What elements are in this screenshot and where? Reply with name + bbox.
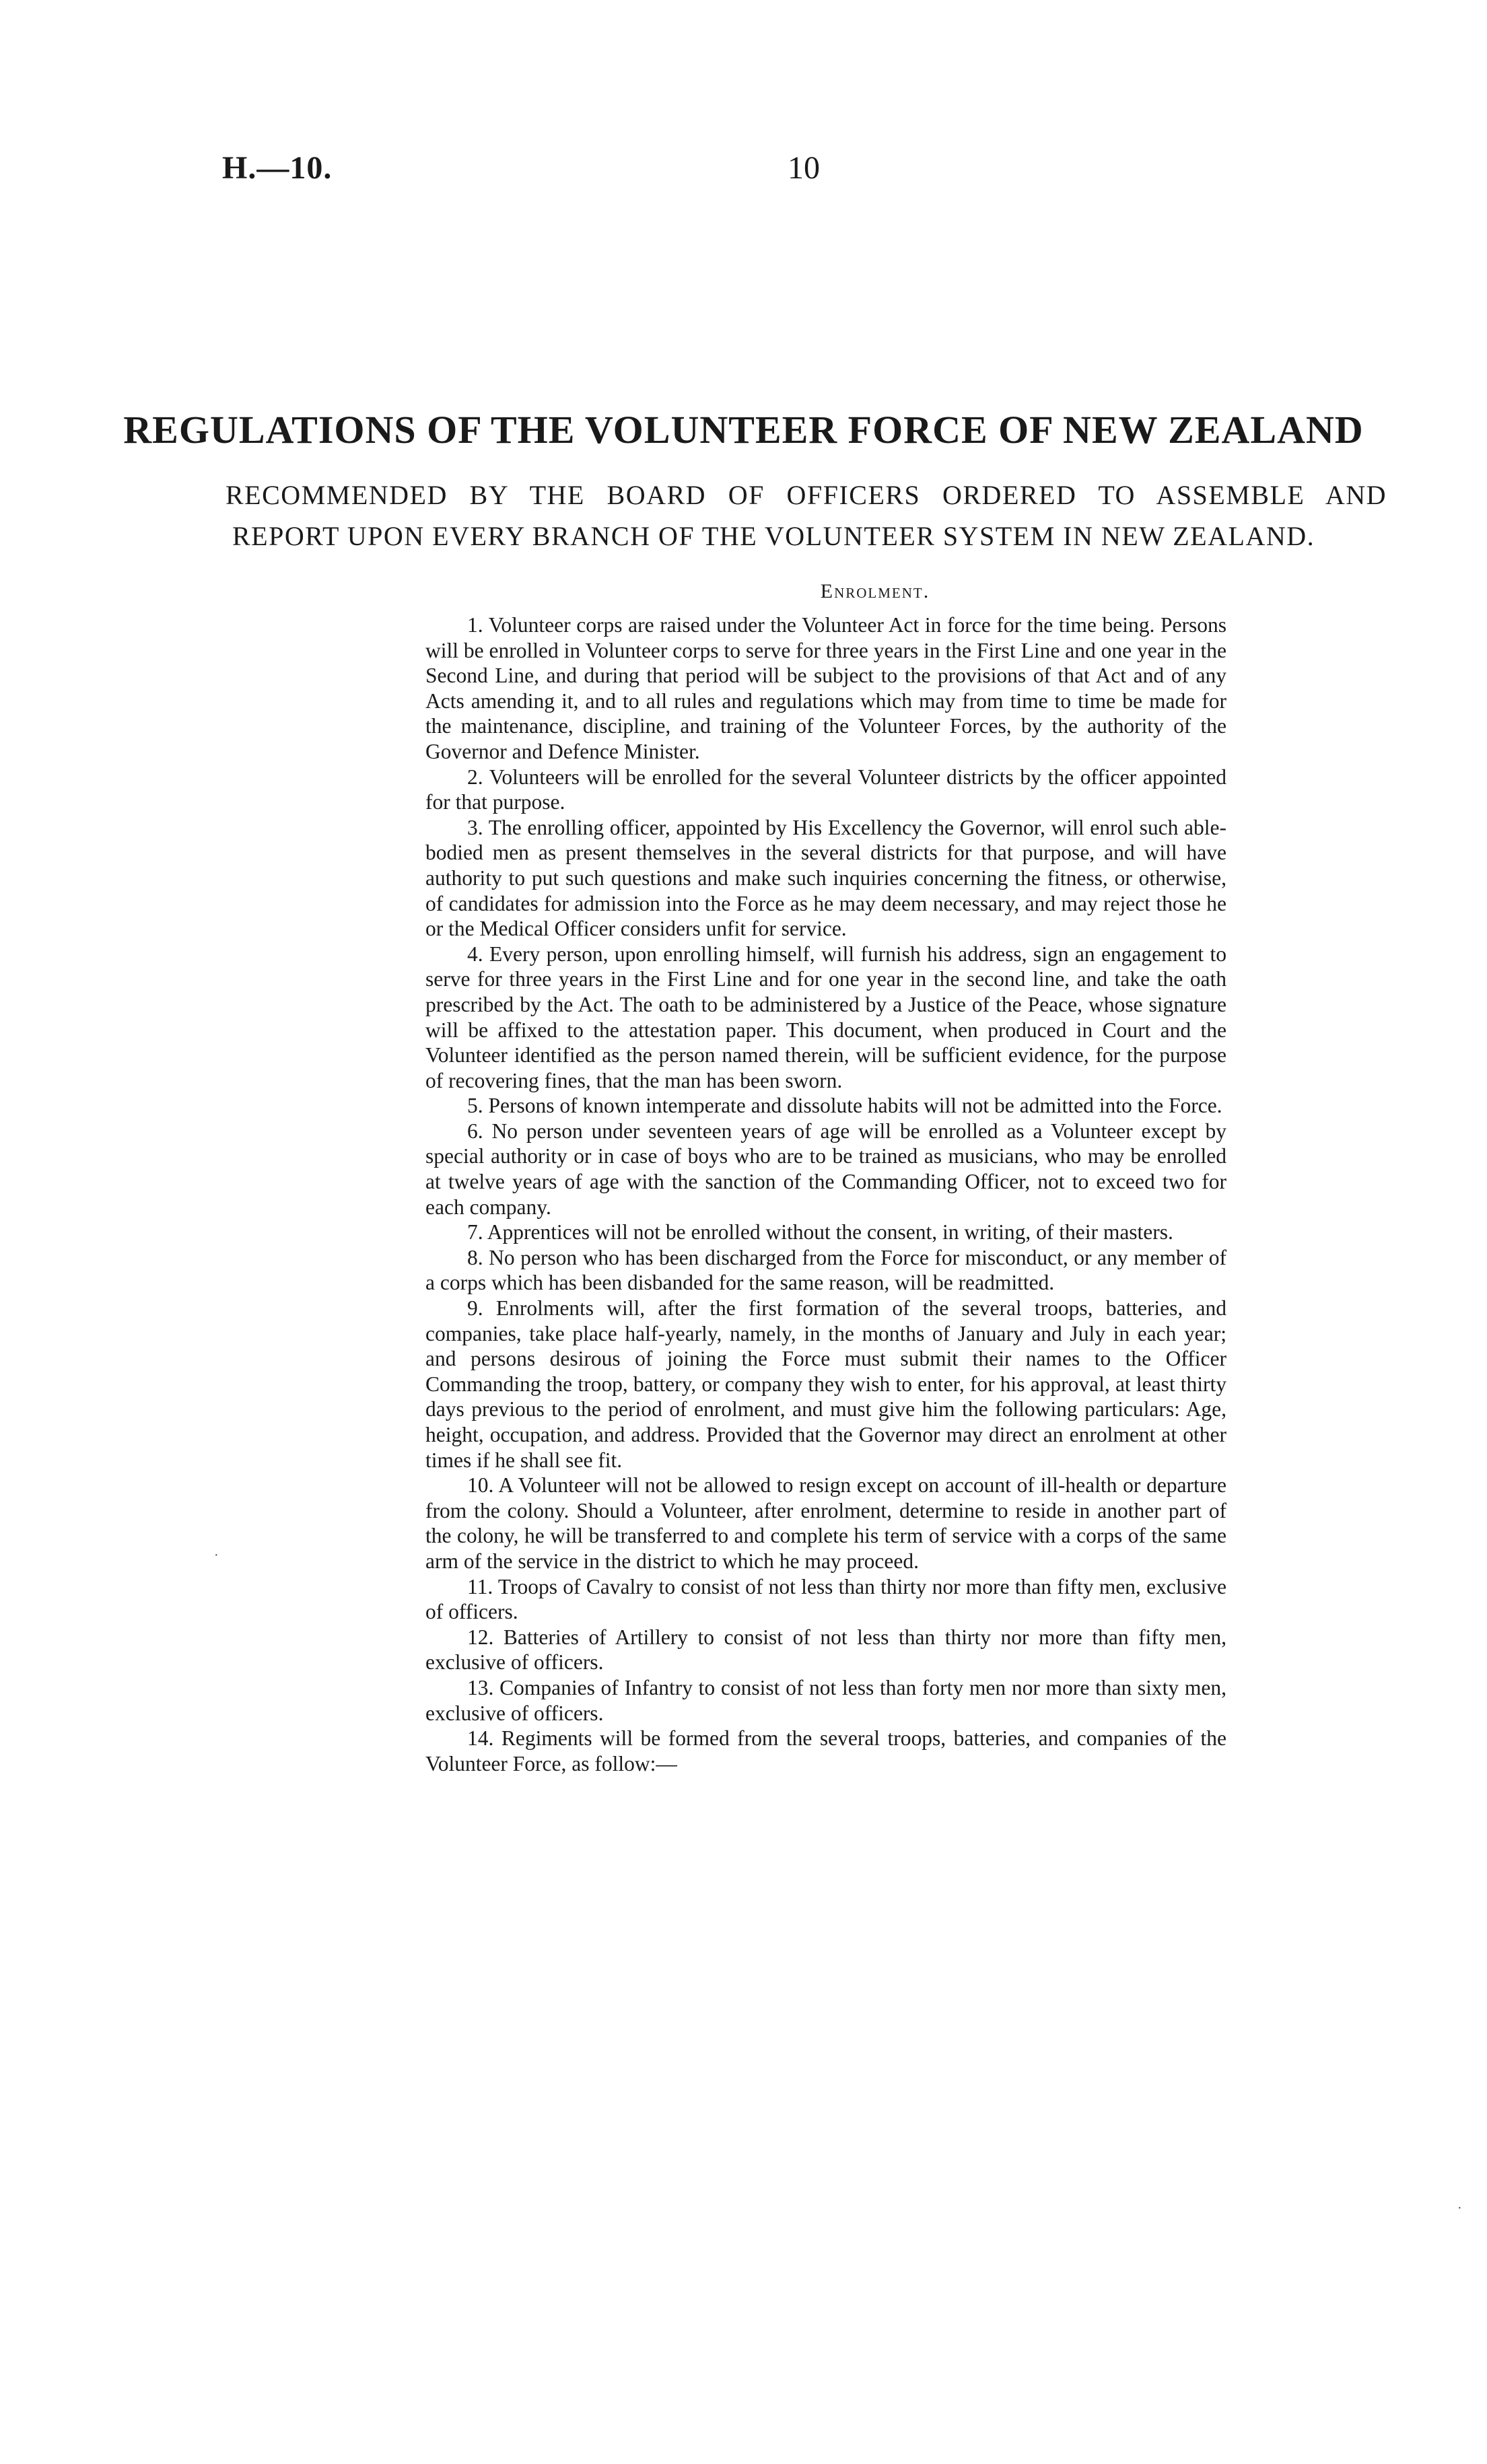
paragraph: 2. Volunteers will be enrolled for the several Volunteer districts by the officer appointed for that purpose. — [425, 765, 1226, 814]
paragraph: 6. No person under seventeen years of age will be enrolled as a Volunteer except by special authority or in case of boys who are to be trained as musicians, who may be enrolled at twelve years of age with the sanction of the Commanding Officer, not to exceed two for each company. — [425, 1119, 1226, 1219]
paragraph: 1. Volunteer corps are raised under the Volunteer Act in force for the time being. Persons will be enrolled in Volunteer corps to serve for three years in the First Line and one year in the Second Line, and during that period will be subject to the provisions of that Act and of any Acts amending it, and to all rules and regulations which may from time to time be made for the maintenance, discipline, and training of the Volunteer Forces, by the authority of the Governor and Defence Minister. — [425, 613, 1226, 763]
paragraph: 13. Companies of Infantry to consist of not less than forty men nor more than sixty men, exclusive of officers. — [425, 1675, 1226, 1725]
subtitle-line-1: RECOMMENDED BY THE BOARD OF OFFICERS ORDERED TO ASSEMBLE AND — [226, 480, 1387, 510]
margin-dot-mark: · — [214, 1548, 219, 1563]
paragraph: 3. The enrolling officer, appointed by His Excellency the Governor, will enrol such able-bodied men as present themselves in the several districts for that purpose, and will have authority to put such questions and make such inquiries concerning the fitness, or otherwise, of candidates for admission into the Force as he may deem necessary, and may reject those he or the Medical Officer considers unfit for service. — [425, 815, 1226, 941]
paragraph: 7. Apprentices will not be enrolled without the consent, in writing, of their masters. — [467, 1220, 1173, 1244]
paragraph: 5. Persons of known intemperate and dissolute habits will not be admitted into the Force. — [467, 1094, 1222, 1118]
margin-dot-mark: · — [1457, 2201, 1462, 2216]
regulations-body — [425, 612, 1226, 1776]
page-number: 10 — [788, 150, 820, 186]
paragraph: 4. Every person, upon enrolling himself, will furnish his address, sign an engagement to serve for three years in the First Line and for one year in the second line, and take the oath prescribed by the Act. The oath to be administered by a Justice of the Peace, whose signature will be affixed to the attestation paper. This document, when produced in Court and the Volunteer identified as the person named therein, will be sufficient evidence, for the purpose of recovering fines, that the man has been sworn. — [425, 942, 1226, 1092]
document-reference: H.—10. — [222, 150, 333, 186]
subtitle-line-2: REPORT UPON EVERY BRANCH OF THE VOLUNTEER SYSTEM IN NEW ZEALAND. — [232, 521, 1315, 551]
paragraph: 9. Enrolments will, after the first formation of the several troops, batteries, and companies, take place half-yearly, namely, in the months of January and July in each year; and persons desirous of joining the Force must submit their names to the Officer Commanding the troop, battery, or company they wish to enter, for his approval, at least thirty days previous to the period of enrolment, and must give him the following particulars: Age, height, occupation, and address. Provided that the Governor may direct an enrolment at other times if he shall see fit. — [425, 1296, 1226, 1472]
paragraph: 10. A Volunteer will not be allowed to resign except on account of ill-health or departure from the colony. Should a Volunteer, after enrolment, determine to reside in another part of the colony, he will be transferred to and complete his term of service with a corps of the same arm of the service in the district to which he may proceed. — [425, 1473, 1226, 1573]
paragraph: 12. Batteries of Artillery to consist of not less than thirty nor more than fifty men, exclusive of officers. — [425, 1625, 1226, 1675]
paragraph: 14. Regiments will be formed from the several troops, batteries, and companies of the Volunteer Force, as follow:— — [425, 1726, 1226, 1775]
page-title: REGULATIONS OF THE VOLUNTEER FORCE OF NEW ZEALAND — [123, 408, 1364, 452]
paragraph: 11. Troops of Cavalry to consist of not less than thirty nor more than fifty men, exclusive of officers. — [425, 1574, 1226, 1624]
paragraph: 8. No person who has been discharged from the Force for misconduct, or any member of a corps which has been disbanded for the same reason, will be readmitted. — [425, 1245, 1226, 1295]
section-heading: Enrolment. — [820, 580, 930, 602]
